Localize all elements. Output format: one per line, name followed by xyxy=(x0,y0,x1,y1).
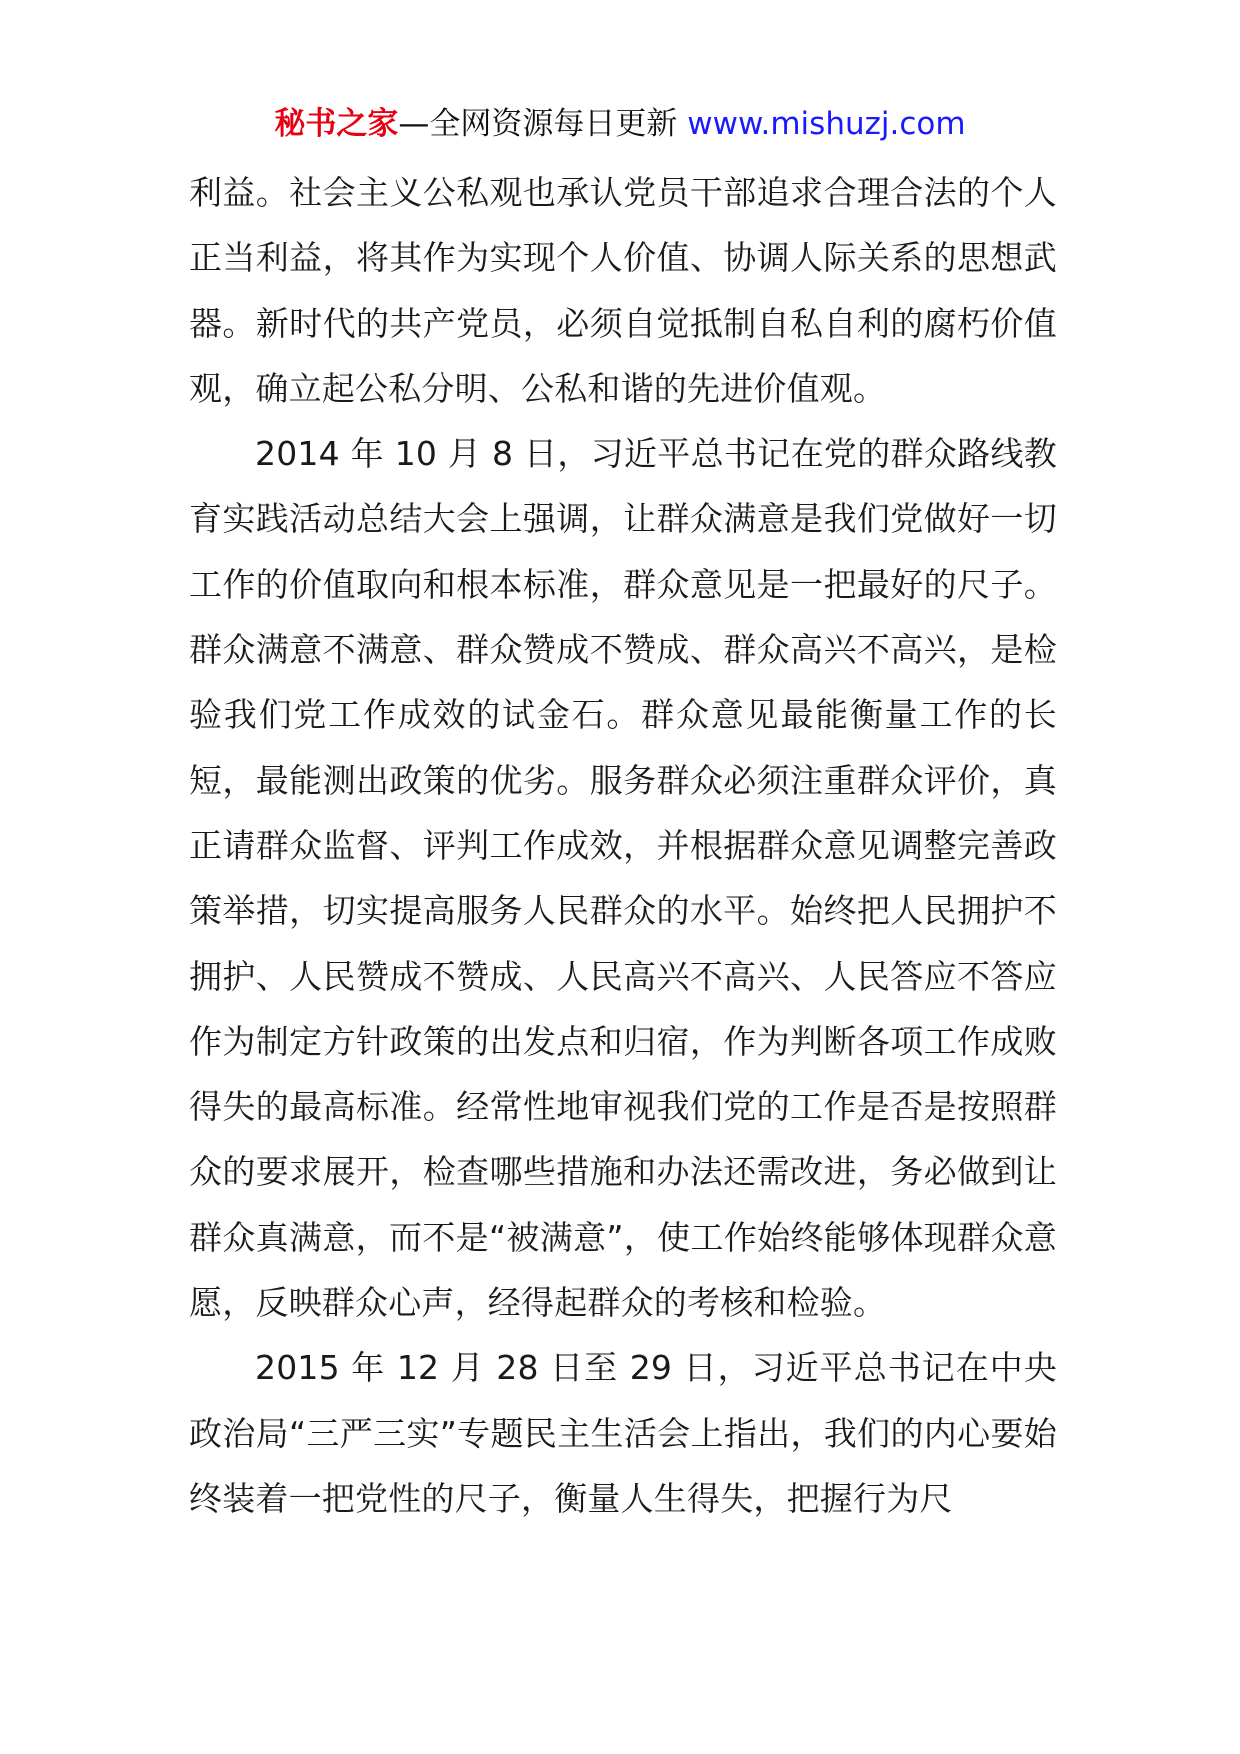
brand-name: 秘书之家 xyxy=(274,106,399,142)
paragraph: 2014 年 10 月 8 日，习近平总书记在党的群众路线教育实践活动总结大会上强调，让群众满意是我们党做好一切工作的价值取向和根本标准，群众意见是一把最好的尺子。群众满意不满意、群众赞成不赞成、群众高兴不高兴，是检验我们党工作成效的试金石。群众意见最能衡量工作的长短，最能测出政策的优劣。服务群众必须注重群众评价，真正请群众监督、评判工作成效，并根据群众意见调整完善政策举措，切实提高服务人民群众的水平。始终把人民拥护不拥护、人民赞成不赞成、人民高兴不高兴、人民答应不答应作为制定方针政策的出发点和归宿，作为判断各项工作成败得失的最高标准。经常性地审视我们党的工作是否是按照群众的要求展开，检查哪些措施和办法还需改进，务必做到让群众真满意，而不是“被满意”，使工作始终能够体现群众意愿，反映群众心声，经得起群众的考核和检验。 xyxy=(189,434,1057,1323)
header-tagline: —全网资源每日更新 xyxy=(398,106,688,142)
page-header xyxy=(0,104,1240,144)
site-url-link[interactable]: www.mishuzj.com xyxy=(687,106,966,142)
paragraph: 2015 年 12 月 28 日至 29 日，习近平总书记在中央政治局“三严三实”专题民主生活会上指出，我们的内心要始终装着一把党性的尺子，衡量人生得失，把握行为尺 xyxy=(189,1348,1057,1518)
document-body xyxy=(189,160,1057,1531)
paragraph-continuation: 利益。社会主义公私观也承认党员干部追求合理合法的个人正当利益，将其作为实现个人价值、协调人际关系的思想武器。新时代的共产党员，必须自觉抵制自私自利的腐朽价值观，确立起公私分明、公私和谐的先进价值观。 xyxy=(189,173,1057,408)
